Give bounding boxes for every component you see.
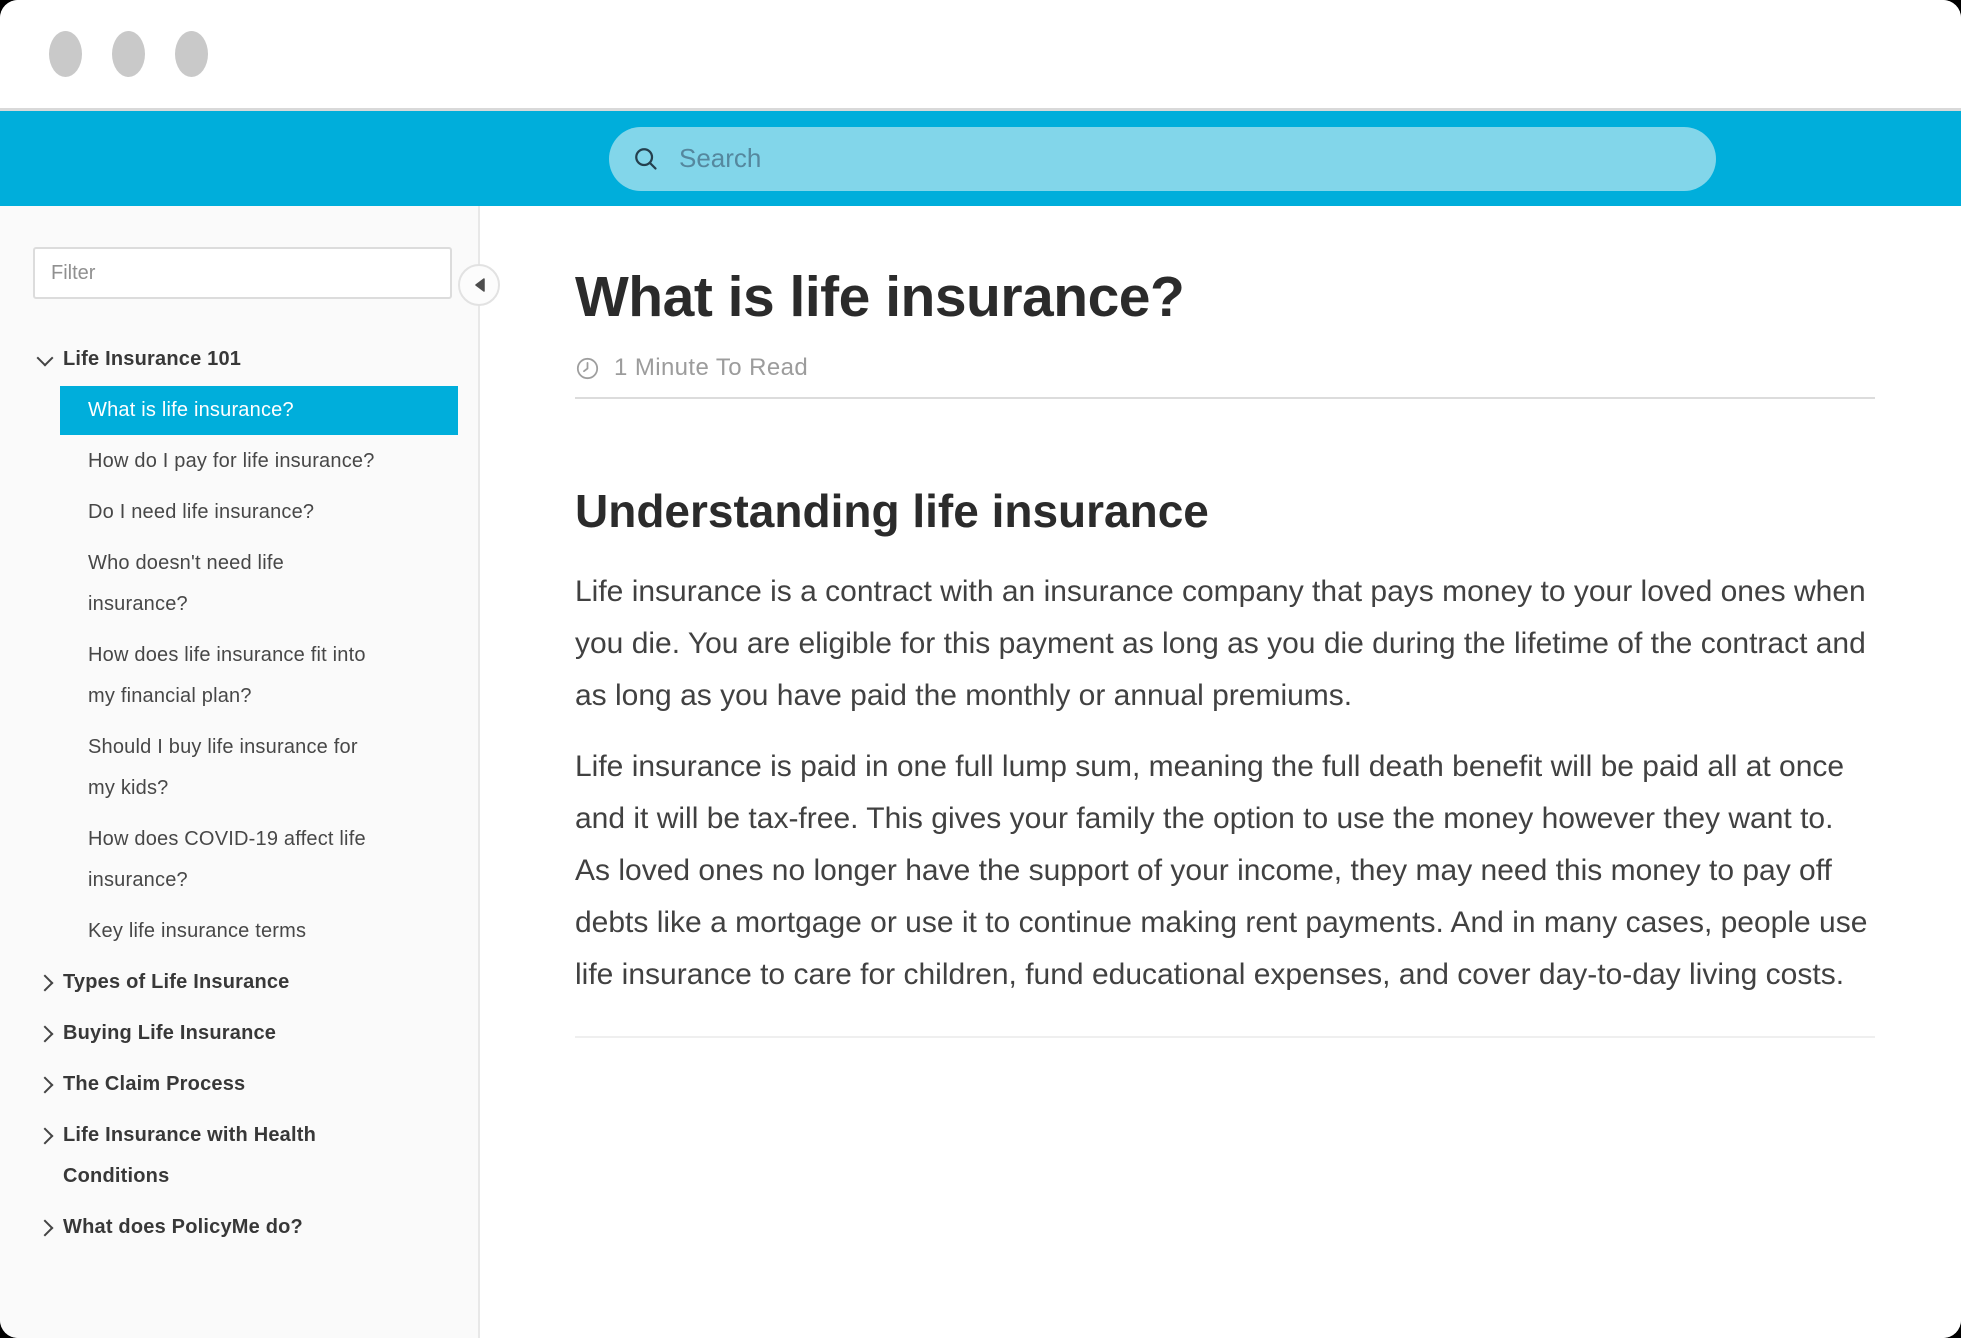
sidebar-section-buying-life-insurance[interactable] — [33, 1009, 478, 1058]
article-paragraph: Life insurance is a contract with an insurance company that pays money to your loved ones when you die. You are eligible for this payment as long as you die during the lifetime of the contract and as long as you have paid the monthly or annual premiums. — [575, 575, 1866, 712]
sidebar-section-life-insurance-101[interactable] — [33, 335, 478, 384]
window-control-minimize[interactable] — [112, 31, 145, 77]
sidebar-section-what-does-policyme-do[interactable] — [33, 1203, 478, 1252]
sidebar-section-label: Life Insurance with Health Conditions — [63, 1124, 317, 1187]
sidebar-item-should-i-buy-life-insurance-for-my-kids[interactable]: Should I buy life insurance for my kids? — [88, 736, 358, 799]
main-layout — [0, 206, 1961, 1338]
chevron-right-icon — [37, 1128, 54, 1145]
sidebar-section — [33, 1009, 478, 1058]
sidebar-section-label: Buying Life Insurance — [63, 1022, 277, 1044]
sidebar-section — [33, 335, 478, 956]
filter-field-wrap — [33, 247, 478, 299]
sidebar-section-label: The Claim Process — [63, 1073, 246, 1095]
content-area — [480, 206, 1961, 1338]
sidebar-item-what-is-life-insurance[interactable]: What is life insurance? — [60, 386, 458, 435]
sidebar-section — [33, 1060, 478, 1109]
read-time-label: 1 Minute To Read — [614, 354, 809, 381]
search-icon — [631, 144, 661, 174]
window-control-maximize[interactable] — [175, 31, 208, 77]
chevron-right-icon — [37, 1077, 54, 1094]
filter-input[interactable] — [33, 247, 452, 299]
collapse-left-triangle-icon — [474, 278, 485, 292]
chevron-right-icon — [37, 975, 54, 992]
sidebar-item-how-does-life-insurance-fit-into-my-financial-plan[interactable]: How does life insurance fit into my financial plan? — [88, 644, 366, 707]
chevron-right-icon — [37, 1220, 54, 1237]
sidebar — [0, 206, 480, 1338]
sidebar-section-label: What does PolicyMe do? — [63, 1216, 303, 1238]
section-heading: Understanding life insurance — [575, 485, 1209, 537]
sidebar-item-how-do-i-pay-for-life-insurance[interactable]: How do I pay for life insurance? — [88, 450, 375, 472]
sidebar-section-label: Life Insurance 101 — [63, 348, 242, 370]
clock-icon — [575, 356, 600, 381]
sidebar-item-how-does-covid-19-affect-life-insurance[interactable]: How does COVID-19 affect life insurance? — [88, 828, 366, 891]
sidebar-section-types-of-life-insurance[interactable] — [33, 958, 478, 1007]
search-bar[interactable] — [609, 127, 1716, 191]
article-paragraph: Life insurance is paid in one full lump sum, meaning the full death benefit will be paid all at once and it will be tax-free. This gives your family the option to use the money however they want to. As loved ones no longer have the support of your income, they may need this money to pay off debts like a mortgage or use it to continue making rent payments. And in many cases, people use life insurance to care for children, fund educational expenses, and cover day-to-day living costs. — [575, 750, 1868, 991]
article-body — [575, 566, 1875, 1001]
window-controls — [49, 31, 208, 77]
window-titlebar — [0, 0, 1961, 111]
chevron-right-icon — [37, 1026, 54, 1043]
sidebar-item-who-doesn-t-need-life-insurance[interactable]: Who doesn't need life insurance? — [88, 552, 284, 615]
bottom-divider — [575, 1036, 1875, 1038]
read-time-row — [575, 354, 1875, 382]
sidebar-collapse-button[interactable] — [458, 264, 500, 306]
sidebar-tree — [0, 335, 478, 1252]
sidebar-section — [33, 1203, 478, 1252]
sidebar-section-label: Types of Life Insurance — [63, 971, 290, 993]
app-header — [0, 111, 1961, 206]
sidebar-section-life-insurance-with-health-conditions[interactable] — [33, 1111, 478, 1201]
header-divider — [575, 397, 1875, 399]
sidebar-section — [33, 958, 478, 1007]
sidebar-item-key-life-insurance-terms[interactable]: Key life insurance terms — [88, 920, 307, 942]
window-control-close[interactable] — [49, 31, 82, 77]
page-title: What is life insurance? — [575, 265, 1185, 329]
sidebar-section — [33, 1111, 478, 1201]
sidebar-section-children — [33, 386, 478, 956]
article — [575, 265, 1875, 1038]
sidebar-section-the-claim-process[interactable] — [33, 1060, 478, 1109]
chevron-down-icon — [37, 350, 54, 367]
search-input[interactable] — [677, 127, 1716, 191]
sidebar-item-do-i-need-life-insurance[interactable]: Do I need life insurance? — [88, 501, 315, 523]
